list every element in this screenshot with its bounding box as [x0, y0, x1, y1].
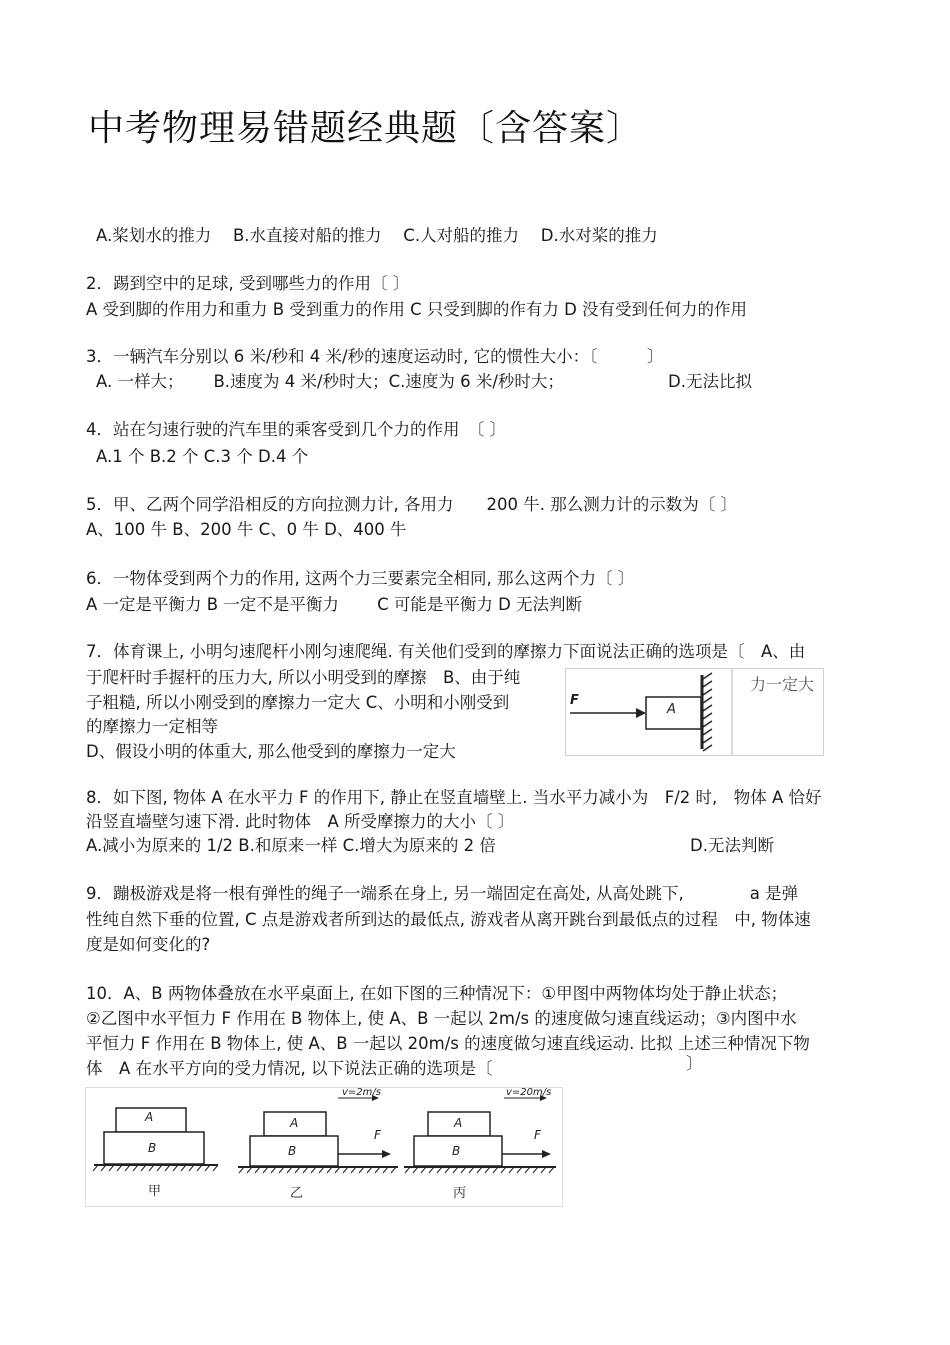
q10-line3: 平恒力 F 作用在 B 物体上, 使 A、B 一起以 20m/s 的速度做匀速直线运动. 比拟 上述三种情况下物 [86, 1034, 810, 1053]
bing-velocity-label: v=20m/s [506, 1087, 552, 1098]
q7-line5: D、假设小明的体重大, 那么他受到的摩擦力一定大 [86, 742, 456, 761]
page-title: 中考物理易错题经典题〔含答案〕 [88, 108, 644, 149]
q10-line4: 体 A 在水平方向的受力情况, 以下说法正确的选项是〔 [86, 1059, 493, 1078]
q7-line3: 子粗糙, 所以小刚受到的摩擦力一定大 C、小明和小刚受到 [86, 693, 510, 712]
q7-line1: 7．体育课上, 小明匀速爬杆小刚匀速爬绳. 有关他们受到的摩擦力下面说法正确的选项是〔 A、由 [86, 642, 806, 661]
q4-options: A.1 个 B.2 个 C.3 个 D.4 个 [96, 447, 309, 466]
q10-figure [85, 1087, 563, 1207]
q5-question: 5．甲、乙两个同学沿相反的方向拉测力计, 各用力 200 牛. 那么测力计的示数为〔 〕 [86, 495, 737, 514]
q9-line1: 9．蹦极游戏是将一根有弹性的绳子一端系在身上, 另一端固定在高处, 从高处跳下, a 是弹 [86, 884, 799, 903]
q3-question: 3．一辆汽车分别以 6 米/秒和 4 米/秒的速度运动时, 它的惯性大小：〔 〕 [86, 347, 664, 366]
q5-options: A、100 牛 B、200 牛 C、0 牛 D、400 牛 [86, 520, 407, 539]
panel-jia-label: 甲 [148, 1184, 162, 1199]
q6-question: 6．一物体受到两个力的作用, 这两个力三要素完全相同, 那么这两个力〔 〕 [86, 569, 635, 588]
panel-yi-label: 乙 [290, 1186, 304, 1201]
q7-figure [565, 668, 824, 756]
q2-options: A 受到脚的作用力和重力 B 受到重力的作用 C 只受到脚的作有力 D 没有受到任何力的作用 [86, 300, 748, 319]
q8-options-abc: A.减小为原来的 1/2 B.和原来一样 C.增大为原来的 2 倍 [86, 836, 496, 855]
bing-block-a-label: A [454, 1116, 463, 1130]
q1-options: A.桨划水的推力 B.水直接对船的推力 C.人对船的推力 D.水对桨的推力 [96, 226, 658, 245]
q4-question: 4．站在匀速行驶的汽车里的乘客受到几个力的作用 〔 〕 [86, 420, 506, 439]
q8-option-d: D.无法判断 [690, 836, 774, 855]
q7-line4: 的摩擦力一定相等 [86, 717, 218, 736]
panel-bing-label: 丙 [453, 1186, 467, 1201]
q7-fig-label-a: A [667, 702, 676, 717]
q7-fig-side-text: 力一定大 [750, 675, 815, 694]
q10-line2: ②乙图中水平恒力 F 作用在 B 物体上, 使 A、B 一起以 2m/s 的速度做匀速直线运动；③内图中水 [86, 1009, 797, 1028]
q3-options-abc: A. 一样大； B.速度为 4 米/秒时大；C.速度为 6 米/秒时大； [96, 372, 564, 391]
q7-fig-label-f: F [570, 693, 579, 708]
q7-line2: 于爬杆时手握杆的压力大, 所以小明受到的摩擦 B、由于纯 [86, 668, 521, 687]
yi-block-b-label: B [288, 1144, 297, 1158]
yi-velocity-label: v=2m/s [342, 1087, 381, 1098]
q8-line1: 8．如下图, 物体 A 在水平力 F 的作用下, 静止在竖直墙壁上. 当水平力减小为 F/2 时, 物体 A 恰好 [86, 788, 822, 807]
q10-line1: 10．A、B 两物体叠放在水平桌面上, 在如下图的三种情况下：①甲图中两物体均处于静止状态； [86, 984, 788, 1003]
bing-block-b-label: B [452, 1144, 461, 1158]
q10-line4-bracket: 〕 [686, 1054, 703, 1073]
q2-question: 2．踢到空中的足球, 受到哪些力的作用〔 〕 [86, 274, 410, 293]
yi-force-label: F [374, 1128, 381, 1142]
q3-option-d: D.无法比拟 [668, 372, 752, 391]
bing-force-label: F [534, 1128, 541, 1142]
panel-jia-graphic [93, 1108, 218, 1171]
yi-block-a-label: A [290, 1116, 299, 1130]
jia-block-a-label: A [145, 1110, 154, 1124]
jia-block-b-label: B [148, 1141, 157, 1155]
q8-line2: 沿竖直墙壁匀速下滑. 此时物体 A 所受摩擦力的大小〔 〕 [86, 812, 515, 831]
q6-options: A 一定是平衡力 B 一定不是平衡力 C 可能是平衡力 D 无法判断 [86, 595, 583, 614]
q9-line2: 性纯自然下垂的位置, C 点是游戏者所到达的最低点, 游戏者从离开跳台到最低点的过程 中, 物体速 [86, 910, 811, 929]
q9-line3: 度是如何变化的? [86, 935, 211, 954]
